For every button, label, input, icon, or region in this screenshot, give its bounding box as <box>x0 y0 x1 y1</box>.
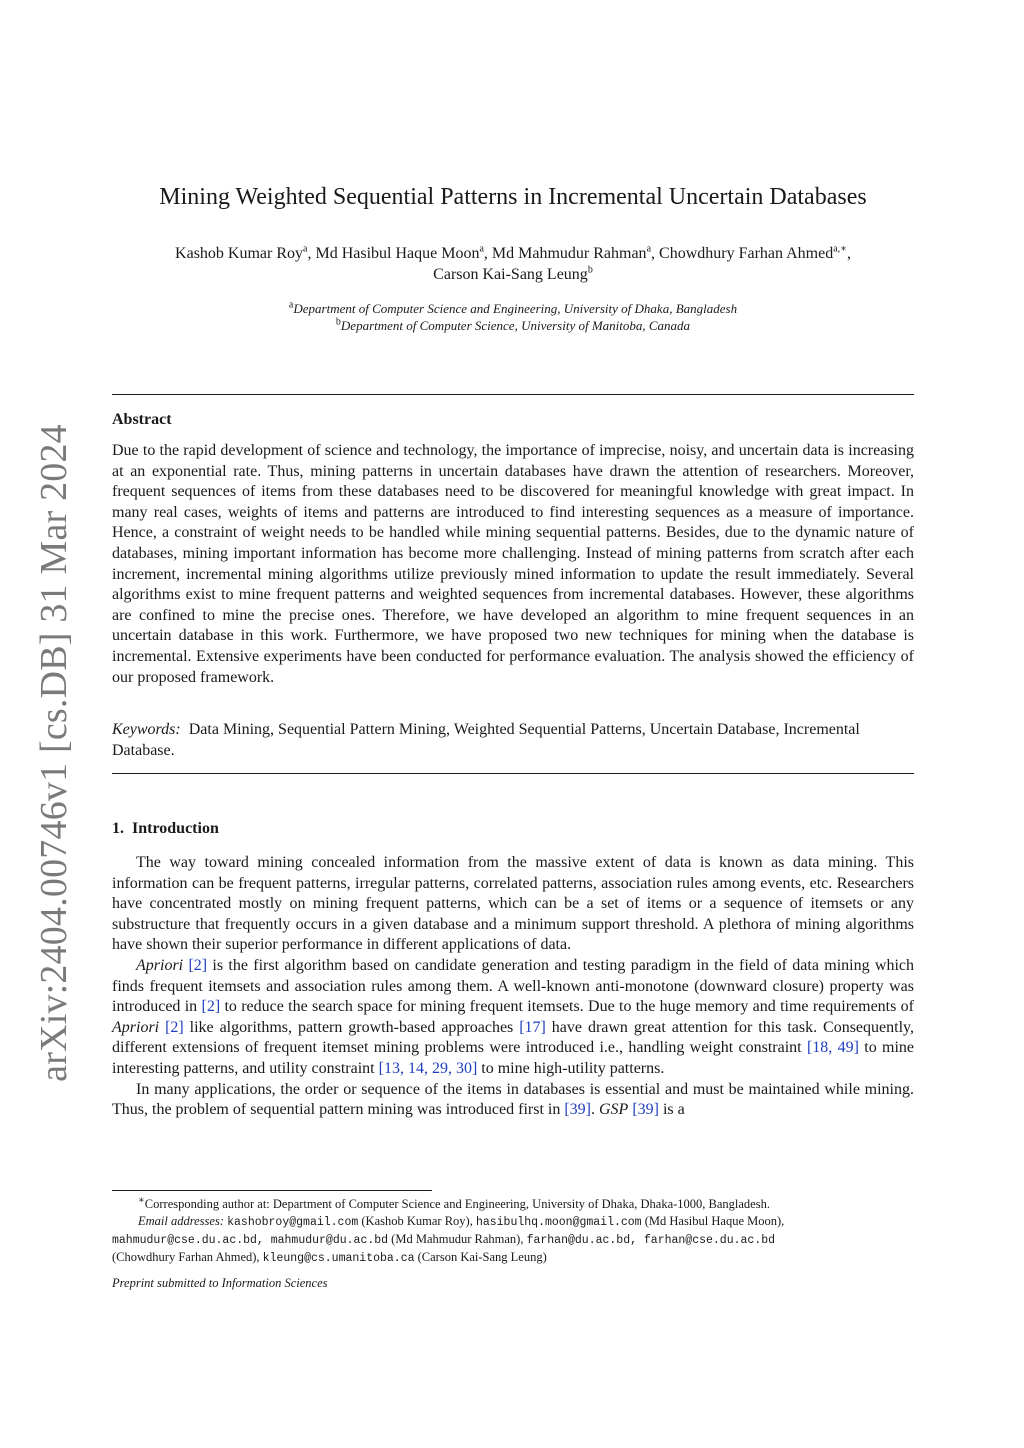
paragraph: The way toward mining concealed information from the massive extent of data is known as data mining. This information can be frequent patterns, irregular patterns, correlated patterns, association rules among events, etc. Researchers have concentrated mostly on mining frequent patterns, which can be a set of items or a sequence of itemsets or any substructure that frequently occurs in a given database and a minimum support threshold. A plethora of mining algorithms have shown their superior performance in different applications of data. <box>112 854 914 954</box>
algorithm-name: GSP <box>599 1101 629 1119</box>
author-affiliation-mark: a <box>646 243 652 255</box>
citation-link[interactable]: [39] <box>632 1101 659 1119</box>
paragraph <box>112 1080 914 1121</box>
email-link[interactable]: kleung@cs.umanitoba.ca <box>262 1252 415 1265</box>
section-heading <box>112 820 219 838</box>
arxiv-identifier: arXiv:2404.00746v1 [cs.DB] 31 Mar 2024 <box>33 424 75 1082</box>
email-addresses <box>112 1213 914 1267</box>
text-run: (Chowdhury Farhan Ahmed), <box>112 1250 263 1264</box>
email-link[interactable]: mahmudur@cse.du.ac.bd, mahmudur@du.ac.bd <box>112 1234 389 1247</box>
citation-link[interactable]: [2] <box>165 1018 184 1036</box>
author-list: Kashob Kumar Roy$^a$, Md Hasibul Haque Moon$^a$, Md Mahmudur Rahman$^a$, Chowdhury Farhan Ahmed$^{a,∗}$, Carson Kai-Sang Leung$^b$ <box>175 243 851 283</box>
text-run: (Carson Kai-Sang Leung) <box>414 1250 547 1264</box>
corresponding-author-text: Corresponding author at: Department of Computer Science and Engineering, University of Dhaka, Dhaka-1000, Bangladesh. <box>144 1197 770 1211</box>
citation-link[interactable]: [13, 14, 29, 30] <box>378 1059 478 1077</box>
preprint-notice: Preprint submitted to Information Sciences <box>112 1276 328 1290</box>
author-name: Md Mahmudur Rahman <box>491 245 647 262</box>
corresponding-author-note <box>112 1196 914 1213</box>
text-run: In many applications, the order or sequence of the items in databases is essential and must be maintained while mining. Thus, the problem of sequential pattern mining was introduced first in <box>112 1080 914 1119</box>
keywords <box>112 720 914 761</box>
affiliation <box>112 300 914 317</box>
abstract-top-rule <box>112 394 914 395</box>
citation-link[interactable]: [2] <box>201 998 221 1016</box>
keywords-text: Data Mining, Sequential Pattern Mining, Weighted Sequential Patterns, Uncertain Database, Incremental Database. <box>112 721 860 759</box>
text-run: have drawn great attention for this task. Consequently, different extensions of frequent itemset mining problems were introduced i.e., handling weight constraint <box>112 1018 914 1057</box>
author-affiliation-mark: b <box>587 264 593 276</box>
text-run: (Kashob Kumar Roy), <box>358 1214 476 1228</box>
author-affiliation-mark: a <box>303 243 308 255</box>
author-name: Carson Kai-Sang Leung <box>433 266 588 283</box>
algorithm-name: Apriori <box>112 1018 160 1036</box>
section-number: 1. <box>112 820 124 837</box>
footnote-mark: ∗ <box>138 1194 145 1206</box>
paragraph <box>112 956 914 1080</box>
abstract-heading: Abstract <box>112 411 172 428</box>
algorithm-name: Apriori <box>136 956 184 974</box>
affiliation-text: Department of Computer Science and Engineering, University of Dhaka, Bangladesh <box>293 301 738 316</box>
text-run: to mine high-utility patterns. <box>477 1059 665 1077</box>
text-run: (Md Mahmudur Rahman), <box>388 1232 527 1246</box>
affiliation-mark: b <box>335 316 341 328</box>
paper-title: Mining Weighted Sequential Patterns in Incremental Uncertain Databases <box>159 184 867 210</box>
author-name: Chowdhury Farhan Ahmed <box>659 245 834 262</box>
text-run: to mine interesting patterns, and utility constraint <box>112 1039 915 1077</box>
text-run: is the first algorithm based on candidate generation and testing paradigm in the field of data mining which finds frequent itemsets and association rules among them. A well-known anti-monotone (downward closure) property was introduced in <box>112 956 914 1016</box>
affiliation-list <box>112 300 914 334</box>
text-run: is a <box>658 1101 685 1119</box>
citation-link[interactable]: [2] <box>188 956 208 974</box>
footnote-rule <box>112 1190 432 1191</box>
text-run: . <box>591 1101 599 1119</box>
author-affiliation-mark: a <box>479 243 484 255</box>
section-title: Introduction <box>132 820 219 837</box>
author-name: Kashob Kumar Roy <box>175 245 304 262</box>
email-link[interactable]: kashobroy@gmail.com <box>227 1216 359 1229</box>
keywords-label: Keywords: <box>112 721 181 738</box>
author-name: Md Hasibul Haque Moon <box>315 245 480 262</box>
citation-link[interactable]: [18, 49] <box>806 1039 859 1057</box>
text-run: (Md Hasibul Haque Moon), <box>641 1214 785 1228</box>
abstract-text: Due to the rapid development of science and technology, the importance of imprecise, noisy, and uncertain data is increasing at an exponential rate. Thus, mining patterns in uncertain databases have drawn the attention of researchers. Moreover, frequent sequences of items from these databases need to be discovered for meaningful knowledge with great impact. In many real cases, weights of items and patterns are introduced to find interesting sequences as a measure of importance. Hence, a constraint of weight needs to be handled while mining sequential patterns. Besides, due to the dynamic nature of databases, mining important information has become more challenging. Instead of mining patterns from scratch after each increment, incremental mining algorithms utilize previously mined information to update the result immediately. Several algorithms exist to mine frequent patterns and weighted sequences from incremental databases. However, these algorithms are confined to mine the precise ones. Therefore, we have developed an algorithm to mine frequent sequences in an uncertain database in this work. Furthermore, we have proposed two new techniques for mining when the database is incremental. Extensive experiments have been conducted for performance evaluation. The analysis showed the efficiency of our proposed framework. <box>112 442 914 686</box>
email-label: Email addresses: <box>138 1214 224 1228</box>
affiliation-text: Department of Computer Science, University of Manitoba, Canada <box>340 318 691 333</box>
email-link[interactable]: hasibulhq.moon@gmail.com <box>475 1216 642 1229</box>
affiliation-mark: a <box>288 299 294 311</box>
affiliation <box>112 317 914 334</box>
citation-link[interactable]: [39] <box>564 1101 591 1119</box>
footnote <box>112 1196 914 1267</box>
abstract-bottom-rule <box>112 773 914 774</box>
introduction-body <box>112 853 914 1121</box>
author-affiliation-mark: a,∗ <box>833 243 847 255</box>
citation-link[interactable]: [17] <box>519 1018 546 1036</box>
text-run: like algorithms, pattern growth-based approaches <box>183 1018 520 1036</box>
text-run: to reduce the search space for mining frequent itemsets. Due to the huge memory and time requirements of <box>220 998 914 1016</box>
email-link[interactable]: farhan@du.ac.bd, farhan@cse.du.ac.bd <box>526 1234 776 1247</box>
